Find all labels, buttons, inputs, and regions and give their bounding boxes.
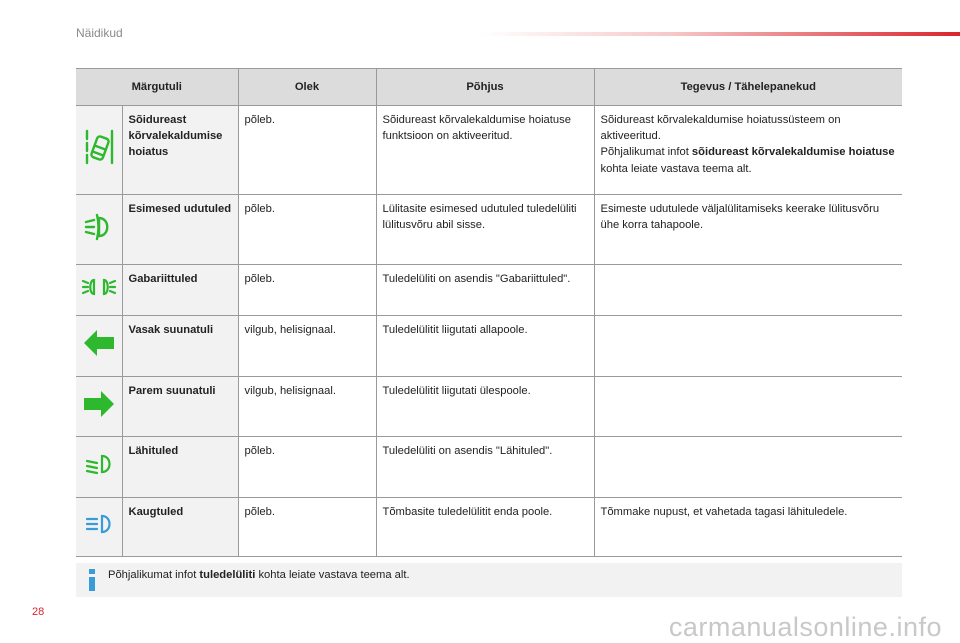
indicator-action [594, 498, 902, 557]
indicator-state: põleb. [238, 195, 376, 265]
indicator-name: Parem suunatuli [122, 377, 238, 437]
indicator-state: vilgub, helisignaal. [238, 377, 376, 437]
sidelights-icon [81, 290, 117, 302]
indicator-cause: Tuledelülitit liigutati allapoole. [376, 316, 594, 377]
action-text: Esimeste udutulede väljalülitamiseks keerake lülitusvõru ühe korra tahapoole. [600, 203, 880, 232]
column-header-indicator: Märgutuli [76, 69, 238, 106]
indicator-name: Lähituled [122, 437, 238, 498]
indicator-cause: Tõmbasite tuledelülitit enda poole. [376, 498, 594, 557]
action-text: Tõmmake nupust, et vahetada tagasi lähituledele. [600, 506, 848, 518]
info-text [108, 569, 410, 581]
table-header-row [76, 69, 902, 106]
indicator-name: Gabariittuled [122, 265, 238, 316]
dipped-beam-icon [84, 467, 114, 479]
indicator-action [594, 265, 902, 316]
indicator-state: põleb. [238, 437, 376, 498]
indicator-cause: Sõidureast kõrvalekaldumise hoiatuse funktsioon on aktiveeritud. [376, 106, 594, 195]
table-row [76, 265, 902, 316]
info-text-start: Põhjalikumat infot [108, 569, 200, 581]
table-row [76, 106, 902, 195]
indicator-action [594, 377, 902, 437]
table-row [76, 377, 902, 437]
indicator-name: Sõidureast kõrvalekaldumise hoiatus [122, 106, 238, 195]
indicator-action [594, 437, 902, 498]
column-header-action: Tegevus / Tähelepanekud [594, 69, 902, 106]
action-bold-text: sõidureast kõrvalekaldumise hoiatuse [691, 146, 895, 159]
info-text-end: kohta leiate vastava teema alt. [255, 569, 410, 581]
indicator-cause: Tuledelülitit liigutati ülespoole. [376, 377, 594, 437]
info-text-bold: tuledelüliti [199, 569, 256, 581]
main-beam-icon [84, 527, 114, 539]
front-fog-lights-icon [82, 233, 116, 245]
action-text-end: kohta leiate vastava teema alt. [600, 162, 752, 175]
indicator-name: Vasak suunatuli [122, 316, 238, 377]
indicator-state: põleb. [238, 498, 376, 557]
indicator-state: põleb. [238, 106, 376, 195]
table-row [76, 316, 902, 377]
watermark: carmanualsonline.info [668, 612, 942, 642]
page-number: 28 [32, 606, 45, 618]
info-icon [86, 569, 98, 596]
indicator-state: põleb. [238, 265, 376, 316]
info-note [76, 563, 902, 597]
header-accent-bar [480, 32, 960, 36]
indicator-action [594, 106, 902, 195]
column-header-cause: Põhjus [376, 69, 594, 106]
indicator-name: Esimesed udutuled [122, 195, 238, 265]
table-row [76, 195, 902, 265]
right-turn-signal-icon [83, 409, 115, 421]
action-text: Sõidureast kõrvalekaldumise hoiatussüsteem on aktiveeritud. Põhjalikumat infot [600, 114, 841, 159]
left-turn-signal-icon [83, 348, 115, 360]
table-row [76, 498, 902, 557]
indicator-action [594, 316, 902, 377]
indicator-cause: Tuledelüliti on asendis "Lähituled". [376, 437, 594, 498]
section-title: Näidikud [76, 26, 123, 40]
lane-departure-warning-icon [82, 158, 116, 170]
column-header-state: Olek [238, 69, 376, 106]
indicator-cause: Lülitasite esimesed udutuled tuledelüliti lülitusvõru abil sisse. [376, 195, 594, 265]
indicator-table [76, 68, 902, 557]
indicator-cause: Tuledelüliti on asendis "Gabariittuled". [376, 265, 594, 316]
indicator-name: Kaugtuled [122, 498, 238, 557]
table-row [76, 437, 902, 498]
indicator-state: vilgub, helisignaal. [238, 316, 376, 377]
indicator-action [594, 195, 902, 265]
